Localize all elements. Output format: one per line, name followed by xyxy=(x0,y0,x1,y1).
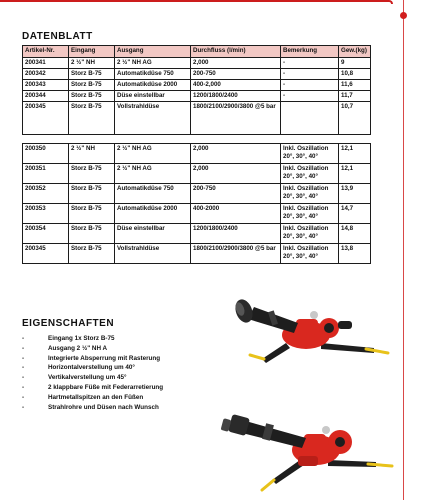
bullet-dash: - xyxy=(22,403,25,411)
table-cell: Düse einstellbar xyxy=(115,91,191,102)
table-cell: Storz B-75 xyxy=(69,80,115,91)
table-cell: 200343 xyxy=(23,80,69,91)
table-row xyxy=(23,80,371,91)
table-cell: 14,7 xyxy=(339,204,371,224)
table-cell: 200352 xyxy=(23,184,69,204)
column-header: Artikel-Nr. xyxy=(23,46,69,58)
table-cell: 2 ½" NH xyxy=(69,58,115,69)
table-cell: Storz B-75 xyxy=(69,69,115,80)
table-cell: Storz B-75 xyxy=(69,184,115,204)
datasheet-heading: DATENBLATT xyxy=(22,31,93,42)
table-cell: Automatikdüse 750 xyxy=(115,69,191,80)
bullet-dash: - xyxy=(22,344,25,352)
table-cell: 200345 xyxy=(23,244,69,264)
table-cell: 10,8 xyxy=(339,69,371,80)
table-cell: Storz B-75 xyxy=(69,204,115,224)
top-border-rule xyxy=(0,0,393,4)
table-cell: Storz B-75 xyxy=(69,164,115,184)
feature-text: Hartmetallspitzen an den Füßen xyxy=(48,393,144,401)
table-cell: 200341 xyxy=(23,58,69,69)
table-cell: 2 ½" NH AG xyxy=(115,144,191,164)
bullet-dash: - xyxy=(22,354,25,362)
table-cell: 400-2000 xyxy=(191,204,281,224)
column-header: Durchfluss (l/min) xyxy=(191,46,281,58)
list-item xyxy=(22,373,163,383)
table-cell: Vollstrahldüse xyxy=(115,102,191,135)
table-cell: 200353 xyxy=(23,204,69,224)
table-cell: Storz B-75 xyxy=(69,102,115,135)
datasheet-table xyxy=(22,45,371,264)
table-cell: - xyxy=(281,58,339,69)
table-cell: 200350 xyxy=(23,144,69,164)
features-heading: EIGENSCHAFTEN xyxy=(22,318,115,329)
table-cell: Düse einstellbar xyxy=(115,224,191,244)
list-item xyxy=(22,403,163,413)
list-item xyxy=(22,354,163,364)
bullet-dash: - xyxy=(22,374,25,382)
feature-text: Eingang 1x Storz B-75 xyxy=(48,335,115,342)
table-cell: 2,000 xyxy=(191,164,281,184)
features-list xyxy=(22,334,163,412)
table-cell: 200345 xyxy=(23,102,69,135)
table-cell: 11,7 xyxy=(339,91,371,102)
table-cell: 200351 xyxy=(23,164,69,184)
table-cell: 200344 xyxy=(23,91,69,102)
list-item xyxy=(22,344,163,354)
product-image-bottom xyxy=(208,400,398,496)
feature-text: Vertikalverstellung um 45° xyxy=(48,374,127,382)
table-row xyxy=(23,69,371,80)
feature-text: Integrierte Absperrung mit Rasterung xyxy=(48,354,161,362)
table-cell: 13,9 xyxy=(339,184,371,204)
bullet-dash: - xyxy=(22,383,25,391)
table-cell: 1800/2100/2900/3800 @5 bar xyxy=(191,244,281,264)
table-cell: Vollstrahldüse xyxy=(115,244,191,264)
product-image-top xyxy=(226,293,396,373)
table-cell: 2,000 xyxy=(191,58,281,69)
table-row xyxy=(23,91,371,102)
table-row xyxy=(23,244,371,264)
column-header: Gew.(kg) xyxy=(339,46,371,58)
table-cell: 400-2,000 xyxy=(191,80,281,91)
bullet-dash: - xyxy=(22,335,25,342)
table-cell: 2 ½" NH AG xyxy=(115,58,191,69)
table-cell xyxy=(281,102,339,135)
feature-text: Strahlrohre und Düsen nach Wunsch xyxy=(48,403,159,411)
table-cell: 12,1 xyxy=(339,164,371,184)
table-cell: 200342 xyxy=(23,69,69,80)
table-cell: - xyxy=(281,69,339,80)
feature-text: Horizontalverstellung um 40° xyxy=(48,364,135,372)
table-cell: Inkl. Oszillation 20°, 30°, 40° xyxy=(281,224,339,244)
right-border-rule xyxy=(403,0,404,500)
list-item xyxy=(22,383,163,393)
table-cell: Storz B-75 xyxy=(69,224,115,244)
table-row xyxy=(23,58,371,69)
table-cell: 2,000 xyxy=(191,144,281,164)
table-cell: 200-750 xyxy=(191,184,281,204)
table-cell: Automatikdüse 2000 xyxy=(115,204,191,224)
table-cell: - xyxy=(281,91,339,102)
feature-text: 2 klappbare Füße mit Federarretierung xyxy=(48,383,164,391)
table-cell: 13,8 xyxy=(339,244,371,264)
table-cell: 2 ½" NH xyxy=(69,144,115,164)
table-row xyxy=(23,184,371,204)
table-row xyxy=(23,144,371,164)
table-cell: 11,6 xyxy=(339,80,371,91)
feature-text: Ausgang 2 ½" NH A xyxy=(48,344,108,352)
list-item xyxy=(22,363,163,373)
table-cell: 1800/2100/2900/3800 @5 bar xyxy=(191,102,281,135)
monitor-nozzle-product-image xyxy=(208,400,398,496)
table-cell: 200-750 xyxy=(191,69,281,80)
table-cell: Automatikdüse 2000 xyxy=(115,80,191,91)
table-cell: 1200/1800/2400 xyxy=(191,224,281,244)
table-cell: Inkl. Oszillation 20°, 30°, 40° xyxy=(281,184,339,204)
table-cell: Inkl. Oszillation 20°, 30°, 40° xyxy=(281,164,339,184)
table-row xyxy=(23,204,371,224)
table-cell: Inkl. Oszillation 20°, 30°, 40° xyxy=(281,244,339,264)
bullet-dash: - xyxy=(22,393,25,401)
table-row xyxy=(23,164,371,184)
table-row xyxy=(23,102,371,135)
column-header: Eingang xyxy=(69,46,115,58)
list-item xyxy=(22,334,163,344)
table-cell: Inkl. Oszillation 20°, 30°, 40° xyxy=(281,144,339,164)
table-cell: Automatikdüse 750 xyxy=(115,184,191,204)
monitor-nozzle-product-image xyxy=(226,293,396,373)
corner-dot xyxy=(400,12,407,19)
table-header-row xyxy=(23,46,371,58)
table-cell: 2 ½" NH AG xyxy=(115,164,191,184)
table-cell: Inkl. Oszillation 20°, 30°, 40° xyxy=(281,204,339,224)
table-cell: Storz B-75 xyxy=(69,91,115,102)
table-cell: 200354 xyxy=(23,224,69,244)
table-cell: - xyxy=(281,80,339,91)
table-spacer-row xyxy=(23,135,371,144)
bullet-dash: - xyxy=(22,364,25,372)
table-cell: 12,1 xyxy=(339,144,371,164)
table-cell: 1200/1800/2400 xyxy=(191,91,281,102)
column-header: Ausgang xyxy=(115,46,191,58)
list-item xyxy=(22,393,163,403)
table-cell: 9 xyxy=(339,58,371,69)
table-row xyxy=(23,224,371,244)
table-cell: 10,7 xyxy=(339,102,371,135)
table-cell: Storz B-75 xyxy=(69,244,115,264)
column-header: Bemerkung xyxy=(281,46,339,58)
table-cell: 14,8 xyxy=(339,224,371,244)
